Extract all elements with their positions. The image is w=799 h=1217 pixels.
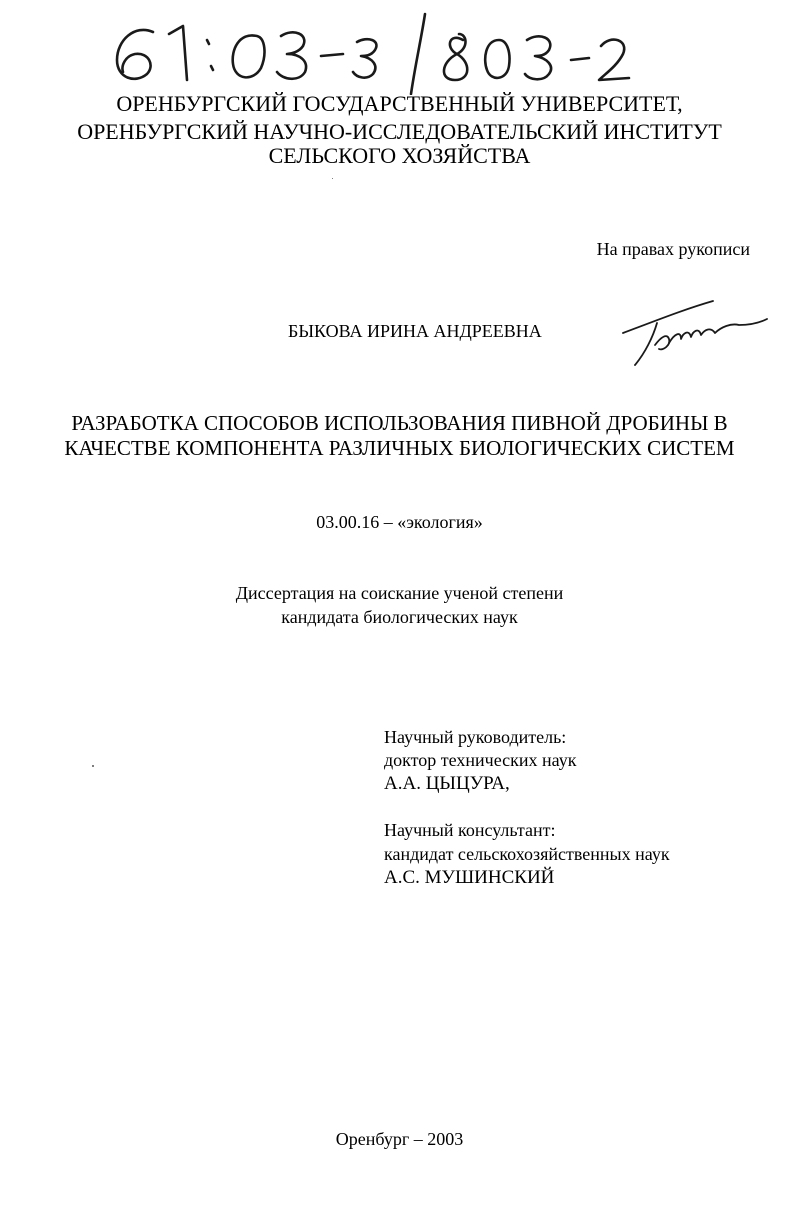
supervisor-name: А.А. ЦЫЦУРА, <box>384 773 510 794</box>
handwritten-archive-mark <box>95 10 655 95</box>
consultant-degree: кандидат сельскохозяйственных наук <box>384 844 670 864</box>
author-name: БЫКОВА ИРИНА АНДРЕЕВНА <box>288 321 542 341</box>
institution-line-3: СЕЛЬСКОГО ХОЗЯЙСТВА <box>268 143 531 168</box>
place-and-year: Оренбург – 2003 <box>335 1129 464 1149</box>
institution-line-1: ОРЕНБУРГСКИЙ ГОСУДАРСТВЕННЫЙ УНИВЕРСИТЕТ, <box>116 91 683 116</box>
author-signature <box>615 293 775 371</box>
institution-line-2: ОРЕНБУРГСКИЙ НАУЧНО-ИССЛЕДОВАТЕЛЬСКИЙ ИНСТИТУТ <box>77 119 722 144</box>
manuscript-note: На правах рукописи <box>596 239 750 259</box>
title-line-1: РАЗРАБОТКА СПОСОБОВ ИСПОЛЬЗОВАНИЯ ПИВНОЙ ДРОБИНЫ В <box>71 411 728 435</box>
degree-line-2: кандидата биологических наук <box>281 607 518 627</box>
title-line-2: КАЧЕСТВЕ КОМПОНЕНТА РАЗЛИЧНЫХ БИОЛОГИЧЕСКИХ СИСТЕМ <box>64 436 735 460</box>
degree-line-1: Диссертация на соискание ученой степени <box>235 583 564 603</box>
specialty: 03.00.16 – «экология» <box>316 512 483 532</box>
consultant-name: А.С. МУШИНСКИЙ <box>384 867 555 888</box>
scan-speck <box>92 765 94 767</box>
scan-speck <box>332 178 333 179</box>
consultant-role: Научный консультант: <box>384 820 556 840</box>
supervisor-degree: доктор технических наук <box>384 750 577 770</box>
supervisor-role: Научный руководитель: <box>384 727 567 747</box>
